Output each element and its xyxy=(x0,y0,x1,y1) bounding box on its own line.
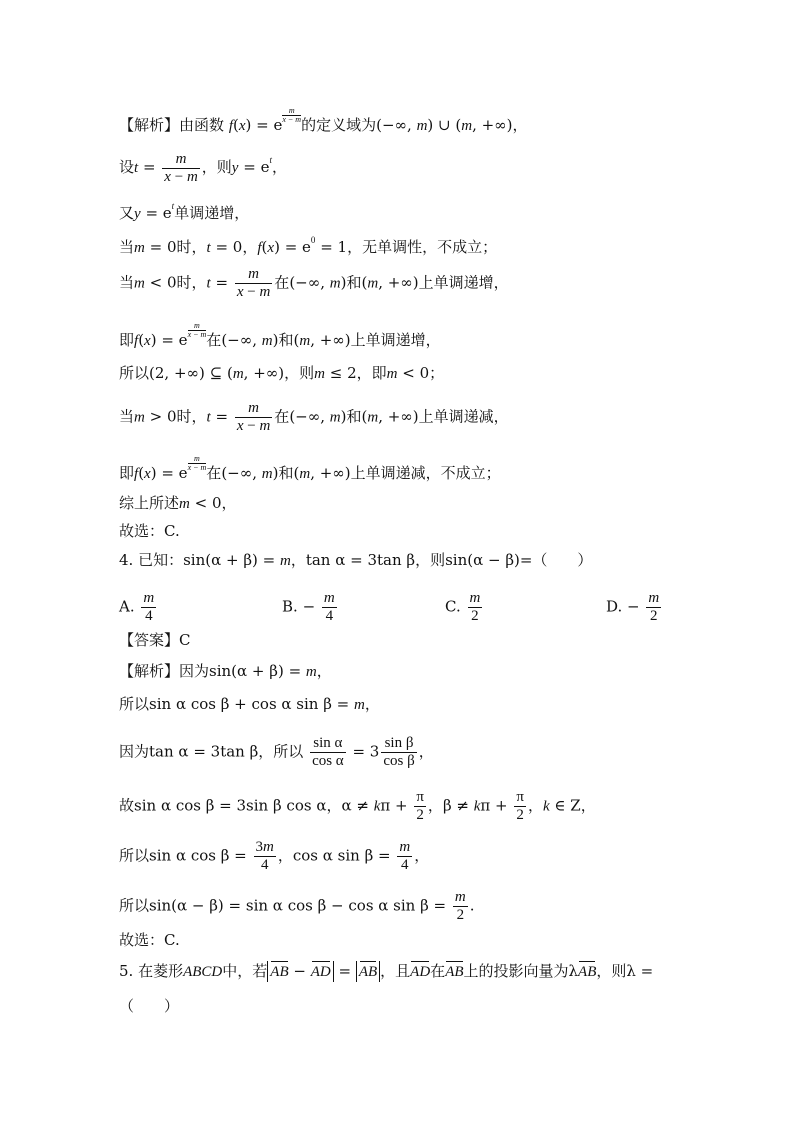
option-a: A. $\frac{m}{4}$ xyxy=(119,590,155,624)
analysis-line-6: 所以sin(α − β) = sin α cos β − cos α sin β = $\frac{m}{2}$ . xyxy=(119,889,475,923)
solution-line-6: 即f(x) = e $\frac{m}{x - m}$ 在(−∞, m)和(m, +∞)上单调递增， xyxy=(119,321,441,349)
option-b: B. − $\frac{m}{4}$ xyxy=(282,590,335,624)
analysis-line-3: 因为tan α = 3tan β，所以 $\frac{\text{sin α}}{\text{cos α}}$ = 3 $\frac{\text{sin β}}{\text{cos β}}$ ， xyxy=(119,735,434,769)
fraction-m-over-x-minus-m: $\frac{m}{x - m}$ xyxy=(164,150,198,185)
solution-choice-3: 故选：C. xyxy=(119,522,180,540)
solution-line-2: 设t = $\frac{m}{x - m}$ ，则$y = e^t$， xyxy=(119,150,287,185)
solution-line-8: 当m > 0时，t = $\frac{m}{x - m}$ 在(−∞, m)和(m, +∞)上单调递减， xyxy=(119,400,509,434)
question-4-stem: 4. 已知：sin(α + β) = m，tan α = 3tan β，则sin(α − β)=（ ） xyxy=(119,551,593,569)
answer-line xyxy=(119,630,191,650)
solution-line-4: 当m = 0时，t = 0，$f(x) = e^0 = 1$，无单调性，不成立； xyxy=(119,235,498,256)
analysis-choice: 故选：C. xyxy=(119,931,180,949)
analysis-tag: 【解析】 xyxy=(119,116,180,134)
analysis-line-1: 【解析】因为sin(α + β) = m， xyxy=(119,662,332,680)
analysis-tag: 【解析】 xyxy=(119,662,180,680)
solution-line-7: 所以(2, +∞) ⊆ (m, +∞)，则m ≤ 2，即m < 0； xyxy=(119,364,445,382)
solution-line-3: 又$y = e^t$单调递增， xyxy=(119,201,250,222)
analysis-line-5: 所以sin α cos β = $\frac{3m}{4}$ ，cos α sin β = $\frac{m}{4}$ ， xyxy=(119,839,430,873)
question-5-stem: 5. 在菱形ABCD中，若 AB − AD = AB ，且AD在AB上的投影向量为λAB，则λ = xyxy=(119,962,654,980)
solution-line-10: 综上所述m < 0， xyxy=(119,494,237,512)
solution-line-5: 当m < 0时，t = $\frac{m}{x - m}$ 在(−∞, m)和(m, +∞)上单调递增， xyxy=(119,266,509,300)
question-5-blank: （ ） xyxy=(119,997,180,1015)
option-c: C. $\frac{m}{2}$ xyxy=(445,590,481,624)
option-d: D. − $\frac{m}{2}$ xyxy=(606,590,660,624)
answer-tag: 【答案】 xyxy=(119,631,180,649)
solution-line-1: 【解析】由函数 f(x) = e $\frac{m}{x - m}$ 的定义域为(−∞, m) ∪ (m, +∞)， xyxy=(119,106,528,134)
analysis-line-2: 所以sin α cos β + cos α sin β = m， xyxy=(119,695,380,713)
answer-value: C xyxy=(179,631,191,649)
solution-line-9: 即f(x) = e $\frac{m}{x - m}$ 在(−∞, m)和(m, +∞)上单调递减，不成立； xyxy=(119,454,501,482)
analysis-line-4: 故sin α cos β = 3sin β cos α，α ≠ kπ + $\frac{\pi}{2}$ ，β ≠ kπ + $\frac{\pi}{2}$ ，k ∈ Z， xyxy=(119,789,596,823)
